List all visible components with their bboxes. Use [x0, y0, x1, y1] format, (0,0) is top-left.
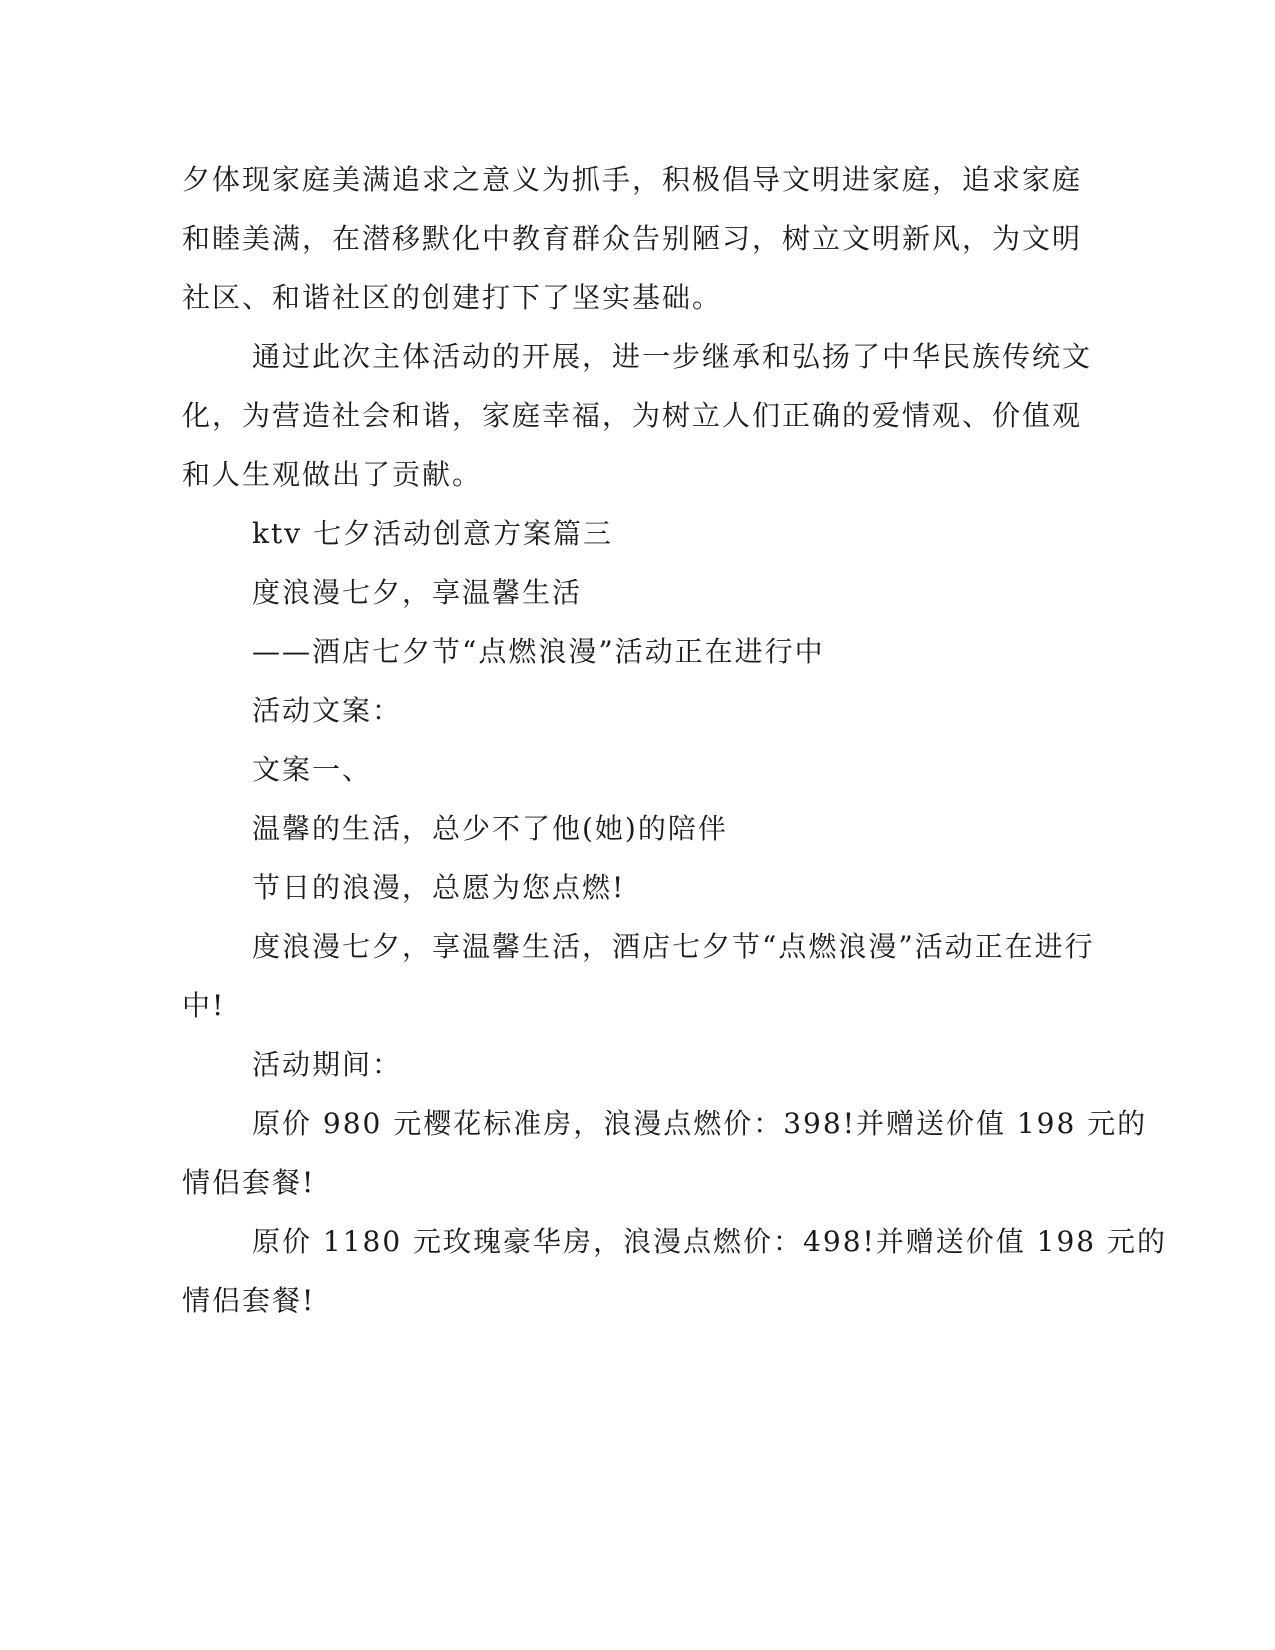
paragraph-line: 节日的浪漫，总愿为您点燃!	[252, 871, 626, 904]
paragraph-line: 和人生观做出了贡献。	[182, 458, 483, 491]
paragraph-line: 度浪漫七夕，享温馨生活，酒店七夕节“点燃浪漫”活动正在进行	[252, 930, 1095, 963]
offer-line: 原价 1180 元玫瑰豪华房，浪漫点燃价：498!并赠送价值 198 元的	[252, 1225, 1168, 1258]
paragraph-line: 和睦美满，在潜移默化中教育群众告别陋习，树立文明新风，为文明	[182, 222, 1083, 255]
label-line: 文案一、	[252, 753, 373, 786]
paragraph-line: 夕体现家庭美满追求之意义为抓手，积极倡导文明进家庭，追求家庭	[182, 163, 1083, 196]
subtitle-line: ——酒店七夕节“点燃浪漫”活动正在进行中	[252, 635, 825, 668]
section-heading: ktv 七夕活动创意方案篇三	[252, 517, 613, 550]
paragraph-line: 社区、和谐社区的创建打下了坚实基础。	[182, 281, 723, 314]
offer-line: 原价 980 元樱花标准房，浪漫点燃价：398!并赠送价值 198 元的	[252, 1107, 1148, 1140]
paragraph-line: 通过此次主体活动的开展，进一步继承和弘扬了中华民族传统文	[252, 340, 1093, 373]
label-line: 活动文案：	[252, 694, 403, 727]
paragraph-line: 中!	[182, 989, 226, 1022]
paragraph-line: 温馨的生活，总少不了他(她)的陪伴	[252, 812, 728, 845]
label-line: 活动期间：	[252, 1048, 403, 1081]
paragraph-line: 化，为营造社会和谐，家庭幸福，为树立人们正确的爱情观、价值观	[182, 399, 1083, 432]
slogan-line: 度浪漫七夕，享温馨生活	[252, 576, 583, 609]
offer-line: 情侣套餐!	[182, 1284, 316, 1317]
offer-line: 情侣套餐!	[182, 1166, 316, 1199]
